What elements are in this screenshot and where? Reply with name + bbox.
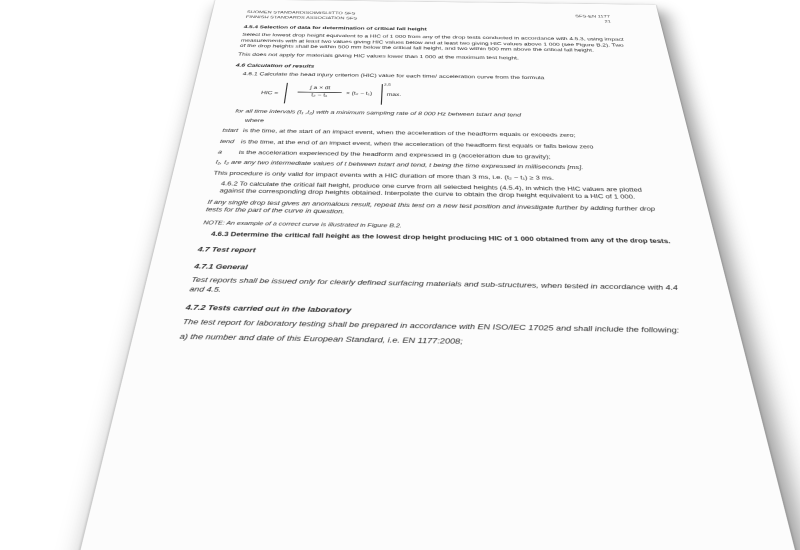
page-number: 21 [604,19,612,24]
org-name-en: FINNISH STANDARDS ASSOCIATION SFS [245,15,358,21]
section-471-heading: 4.7.1 General [193,263,249,272]
note-text: NOTE: An example of a correct curve is illustrated in Figure B.2. [202,220,402,229]
t1-t2-text: t₁, t₂ are any two intermediate values of t between tstart and tend, t being the time expressed in milliseconds [ms]. [215,159,584,172]
section-463-text: 4.6.3 Determine the critical fall height as the lowest drop height producing HIC of 1 000 obtained from any of the drop tests. [210,231,672,246]
formula-numerator: ∫ a × dt [298,85,343,93]
def-text: is the time, at the start of an impact event, when the acceleration of the headform equals or exceeds zero; [242,128,576,139]
anomalous-text: If any single drop test gives an anomalous result, repeat this test on a new test position and investigate further by adding further drop tests for the part of the curve in question. [205,199,656,216]
general-text: Test reports shall be issued only for clearly defined surfacing materials and sub-structures, when tested in accordance with 4.4 and 4.5. [188,276,679,295]
page-header [245,11,626,25]
def-term: a [217,149,223,156]
formula-exponent: 2,5 [383,82,391,87]
where-label: where [244,117,265,124]
formula-fraction [297,85,343,99]
def-term: tend [219,138,235,145]
formula-lhs: HIC = [260,90,279,96]
section-461-text: 4.6.1 Calculate the head injury criterion (HIC) value for each time/ acceleration curve from the formula [242,71,545,81]
section-47-heading: 4.7 Test report [196,246,257,255]
section-454-para1: Select the lowest drop height equivalent to a HIC of 1 000 from any of the drop tests conducted in accordance with 4.5.3, using impact measurements with at least two values giving HIC values below and at least two giving HIC values above 1 000 (see Figure B.2). Two of the drop heights shall be within 500 mm below the critical fall height, and two within 500 mm above the critical fall height. [239,32,625,54]
section-454-heading: 4.5.4 Selection of data for determination of critical fall height [243,24,427,32]
section-454-para2: This does not apply for materials giving HIC values lower than 1 000 at the maximum test height. [237,51,520,61]
document-page [67,0,800,550]
all-intervals-text: for all time intervals (t₁ ,t₂) with a minimum sampling rate of 8 000 Hz between tstart and tend [234,108,522,118]
section-472-heading: 4.7.2 Tests carried out in the laboratory [184,304,352,315]
hic-formula [259,82,644,109]
formula-times: × (t₂ − t₁) [345,91,373,97]
lab-text: The test report for laboratory testing shall be prepared in accordance with EN ISO/IEC 17025 and shall include the following: [181,318,681,335]
formula-bracket [284,82,391,105]
def-text: is the time, at the end of an impact event, when the acceleration of the headform first equals or falls below zero [240,138,594,150]
def-text: is the acceleration experienced by the headform and expressed in g (acceleration due to gravity); [238,149,551,161]
list-item-a: a) the number and date of this European Standard, i.e. EN 1177:2008; [178,332,463,346]
procedure-text: This procedure is only valid for impact events with a HIC duration of more than 3 ms, i.e. (t₂ − t₁) ≥ 3 ms. [212,170,555,182]
section-462-text: 4.6.2 To calculate the critical fall height, produce one curve from all selected heights (4.5.4), in which the HIC values are plotted against the corresponding drop heights obtained. Interpolate the curve to obtain the drop height equivalent to a HIC of 1 000. [218,181,643,201]
formula-max: max. [386,92,402,98]
doc-id: SFS-EN 1177 [574,14,611,19]
org-name-fi: SUOMEN STANDARDISOIMISLIITTO SFS [246,10,356,16]
def-term: tstart [221,128,239,134]
section-46-heading: 4.6 Calculation of results [235,63,315,69]
formula-denominator: t₂ − t₁ [310,93,328,98]
